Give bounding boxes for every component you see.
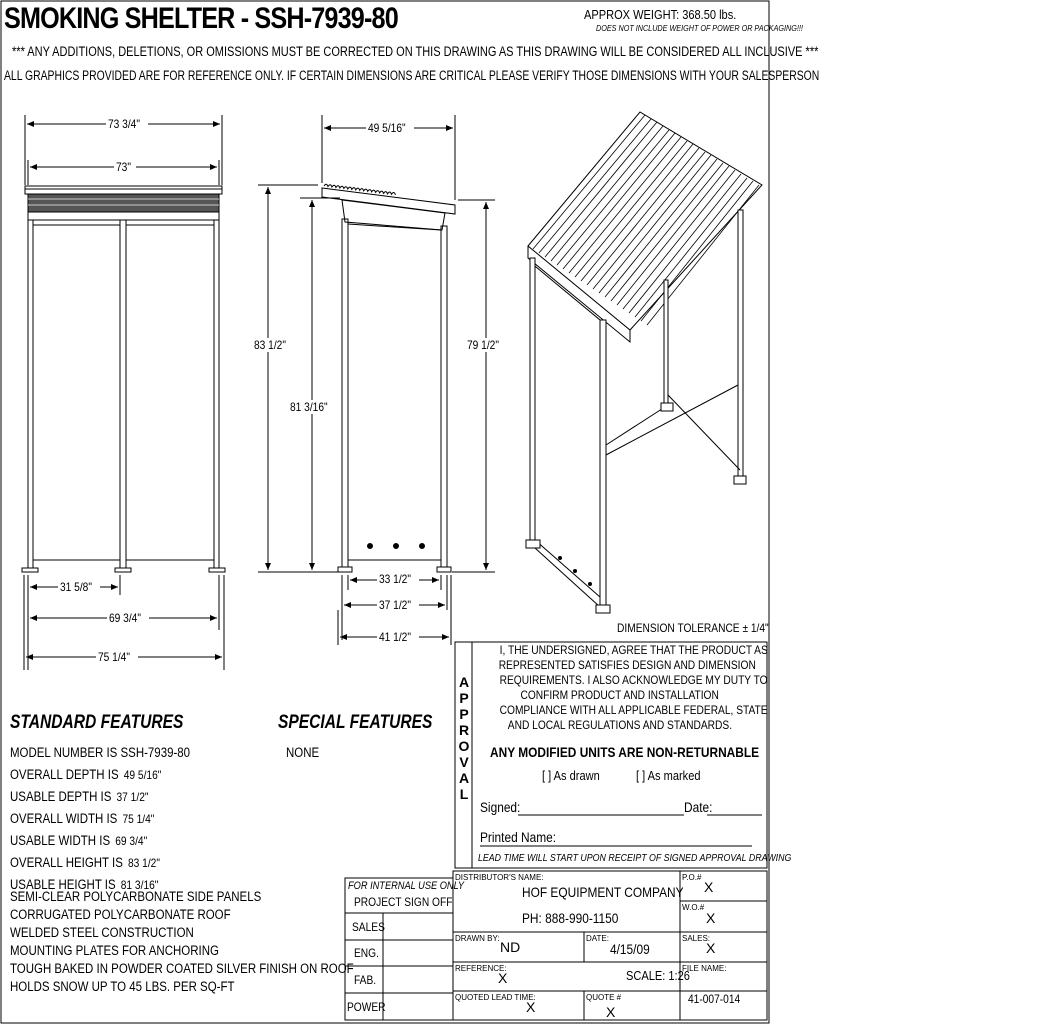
non-returnable-notice: ANY MODIFIED UNITS ARE NON-RETURNABLE: [490, 744, 760, 760]
as-drawn-checkbox[interactable]: [ ] As drawn: [542, 768, 600, 783]
feature-item: WELDED STEEL CONSTRUCTION: [10, 925, 194, 940]
spec-value: 69 3/4": [115, 834, 148, 848]
signoff-power: POWER: [347, 1000, 386, 1014]
dim-front-bottom-usable: 69 3/4": [107, 611, 149, 625]
standard-features-specs: [10, 742, 228, 896]
drawn-by-label: DRAWN BY:: [455, 934, 500, 943]
spec-row: [10, 742, 228, 764]
file-name-value: 41-007-014: [688, 992, 741, 1006]
approval-statement-line: REQUIREMENTS. I ALSO ACKNOWLEDGE MY DUTY TO: [499, 673, 768, 687]
side-view: [258, 115, 495, 645]
approval-statement-line: AND LOCAL REGULATIONS AND STANDARDS.: [507, 718, 733, 732]
project-signoff-label: PROJECT SIGN OFF: [354, 895, 453, 909]
signoff-sales: SALES: [352, 920, 385, 934]
front-view: [22, 115, 225, 670]
dimension-tolerance: DIMENSION TOLERANCE ± 1/4": [617, 621, 769, 635]
dim-side-height-overall: 83 1/2": [252, 338, 294, 352]
wo-label: W.O.#: [682, 903, 705, 912]
distributor-phone: PH: 888-990-1150: [522, 910, 619, 926]
date-value: 4/15/09: [610, 941, 650, 957]
lead-time-notice: LEAD TIME WILL START UPON RECEIPT OF SIGNED APPROVAL DRAWING: [478, 852, 792, 864]
approval-statement-line: CONFIRM PRODUCT AND INSTALLATION: [520, 688, 720, 702]
approx-weight: APPROX WEIGHT: 368.50 lbs.: [584, 7, 737, 22]
standard-features-title: STANDARD FEATURES: [10, 712, 184, 733]
dim-side-top: 49 5/16": [366, 121, 414, 135]
approval-statement-line: COMPLIANCE WITH ALL APPLICABLE FEDERAL, STATE: [499, 703, 768, 717]
reference-label: REFERENCE:: [455, 964, 507, 973]
printed-name-field[interactable]: Printed Name:: [480, 829, 557, 845]
dim-side-bottom-1: 33 1/2": [377, 572, 419, 586]
distributor-name: HOF EQUIPMENT COMPANY: [522, 884, 684, 900]
feature-item: CORRUGATED POLYCARBONATE ROOF: [10, 907, 231, 922]
approval-statement-line: I, THE UNDERSIGNED, AGREE THAT THE PRODUCT AS: [499, 643, 768, 657]
file-name-label: FILE NAME:: [682, 964, 727, 973]
internal-use-label: FOR INTERNAL USE ONLY: [348, 880, 465, 892]
wo-value: X: [706, 910, 716, 926]
spec-value: 49 5/16": [123, 768, 162, 782]
spec-label: OVERALL WIDTH IS: [10, 811, 118, 826]
spec-label: USABLE DEPTH IS: [10, 789, 112, 804]
spec-label: MODEL NUMBER IS SSH-7939-80: [10, 745, 191, 760]
warning-line-2: ALL GRAPHICS PROVIDED ARE FOR REFERENCE ONLY. IF CERTAIN DIMENSIONS ARE CRITICAL PLEASE VERIFY THOSE DIMENSIONS WITH YOUR SALESPERSON: [4, 68, 820, 83]
po-label: P.O.#: [682, 873, 702, 882]
scale-value: SCALE: 1:26: [626, 968, 690, 983]
spec-label: USABLE WIDTH IS: [10, 833, 111, 848]
isometric-view: [526, 112, 762, 613]
quote-label: QUOTE #: [586, 993, 622, 1002]
spec-label: USABLE HEIGHT IS: [10, 877, 116, 892]
feature-item: TOUGH BAKED IN POWDER COATED SILVER FINISH ON ROOF: [10, 961, 354, 976]
special-features-title: SPECIAL FEATURES: [278, 712, 433, 733]
dim-side-height-usable: 81 3/16": [288, 400, 336, 414]
spec-value: 81 3/16": [120, 878, 159, 892]
dim-front-top-outer: 73 3/4": [106, 117, 148, 131]
date-field[interactable]: Date:: [684, 799, 713, 815]
special-features-value: NONE: [286, 745, 320, 760]
sales-value: X: [706, 940, 716, 956]
approval-vertical-label: APPROVAL: [458, 674, 470, 802]
spec-row: [10, 764, 228, 786]
signoff-eng: ENG.: [354, 946, 379, 960]
spec-value: 83 1/2": [127, 856, 160, 870]
spec-row: [10, 786, 228, 808]
signed-field[interactable]: Signed:: [480, 799, 521, 815]
feature-item: MOUNTING PLATES FOR ANCHORING: [10, 943, 219, 958]
feature-item: HOLDS SNOW UP TO 45 LBS. PER SQ-FT: [10, 979, 235, 994]
spec-row: [10, 808, 228, 830]
sales-label: SALES:: [682, 934, 711, 943]
drawing-title: SMOKING SHELTER - SSH-7939-80: [4, 2, 398, 35]
quote-value: X: [606, 1004, 616, 1020]
spec-row: [10, 852, 228, 874]
dim-front-bottom-overall: 75 1/4": [96, 650, 138, 664]
po-value: X: [704, 879, 714, 895]
approval-statement: [476, 643, 768, 733]
spec-row: [10, 830, 228, 852]
spec-value: 37 1/2": [116, 790, 149, 804]
distributor-label: DISTRIBUTOR'S NAME:: [455, 873, 544, 882]
dim-side-height-back: 79 1/2": [465, 338, 507, 352]
quoted-lead-time-value: X: [526, 999, 536, 1015]
date-label: DATE:: [586, 934, 609, 943]
quoted-lead-time-label: QUOTED LEAD TIME:: [455, 993, 536, 1002]
spec-value: 75 1/4": [122, 812, 155, 826]
spec-label: OVERALL DEPTH IS: [10, 767, 119, 782]
dim-side-bottom-2: 37 1/2": [377, 598, 419, 612]
dim-side-bottom-3: 41 1/2": [377, 630, 419, 644]
approval-statement-line: REPRESENTED SATISFIES DESIGN AND DIMENSION: [498, 658, 756, 672]
feature-item: SEMI-CLEAR POLYCARBONATE SIDE PANELS: [10, 889, 262, 904]
signoff-fab: FAB.: [354, 973, 377, 987]
as-marked-checkbox[interactable]: [ ] As marked: [636, 768, 701, 783]
warning-line-1: *** ANY ADDITIONS, DELETIONS, OR OMISSIONS MUST BE CORRECTED ON THIS DRAWING AS THIS DRAWING WILL BE CONSIDERED ALL INCLUSIVE ***: [12, 44, 819, 59]
dim-front-top-inner: 73": [114, 160, 136, 174]
drawn-by-value: ND: [500, 939, 521, 955]
reference-value: X: [498, 970, 508, 986]
dim-front-bottom-side: 31 5/8": [58, 580, 100, 594]
spec-label: OVERALL HEIGHT IS: [10, 855, 123, 870]
weight-note: DOES NOT INCLUDE WEIGHT OF POWER OR PACKAGING!!!: [596, 23, 803, 33]
